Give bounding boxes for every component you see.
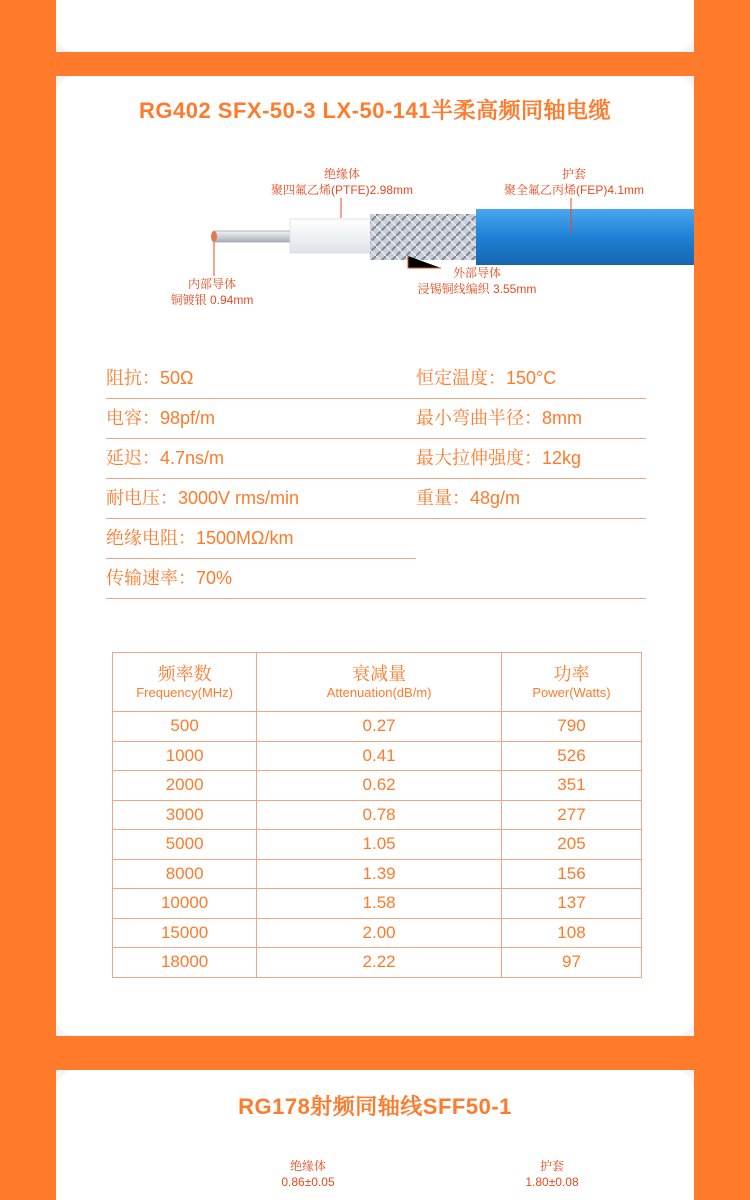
table-header-row [113,653,642,712]
table-row [113,859,642,889]
insulator-label [246,1158,370,1190]
cell-power: 205 [501,830,641,860]
insulator-spec: 0.86±0.05 [281,1175,335,1189]
cell-attenuation: 0.27 [257,712,502,742]
spec-empty [416,518,646,558]
jacket-label [476,166,672,198]
jacket-spec: 聚全氟乙丙烯(FEP)4.1mm [503,183,644,197]
jacket-label [490,1158,614,1190]
cell-attenuation: 0.41 [257,741,502,771]
cell-power: 108 [501,918,641,948]
cell-frequency: 1000 [113,741,257,771]
inner-name: 内部导体 [187,277,236,291]
spec-voltage: 耐电压：3000V rms/min [106,478,416,519]
insulator [290,219,374,253]
insulator-name: 绝缘体 [323,167,360,181]
table-row [113,918,642,948]
cell-attenuation: 1.58 [257,889,502,919]
jacket-name: 护套 [561,167,586,181]
cell-power: 351 [501,771,641,801]
cell-power: 156 [501,859,641,889]
table-row [113,771,642,801]
cell-attenuation: 1.39 [257,859,502,889]
header-frequency: 频率数 Frequency(MHz) [113,653,257,712]
insulator-name: 绝缘体 [289,1159,326,1173]
inner-spec: 铜镀银 0.94mm [170,293,254,307]
outer-conductor-label [392,265,562,297]
spec-weight: 重量：48g/m [416,478,646,519]
spec-capacitance: 电容：98pf/m [106,398,416,439]
outer-spec: 浸锡铜线编织 3.55mm [417,282,537,296]
cell-power: 790 [501,712,641,742]
spec-delay: 延迟：4.7ns/m [106,438,416,479]
table-row [113,830,642,860]
cell-power: 277 [501,800,641,830]
table-row [113,800,642,830]
table-row [113,948,642,978]
attenuation-table [112,652,642,978]
spec-bend-radius: 最小弯曲半径：8mm [416,398,646,439]
table-row [113,889,642,919]
table-row [113,712,642,742]
cell-power: 97 [501,948,641,978]
orange-divider [56,1036,694,1070]
spec-impedance: 阻抗：50Ω [106,358,416,399]
spec-temperature: 恒定温度：150°C [416,358,646,399]
header-attenuation: 衰减量 Attenuation(dB/m) [257,653,502,712]
previous-card [56,0,694,52]
spec-velocity: 传输速率：70% [106,558,646,599]
insulator-label [252,166,432,198]
jacket [476,209,694,265]
table-row [113,741,642,771]
jacket-spec: 1.80±0.08 [525,1175,579,1189]
cell-frequency: 3000 [113,800,257,830]
cell-attenuation: 2.00 [257,918,502,948]
left-orange-border [0,0,56,1200]
outer-braid [370,214,482,260]
cell-frequency: 15000 [113,918,257,948]
orange-divider [56,52,694,76]
inner-conductor-label [152,276,272,308]
cell-power: 526 [501,741,641,771]
product-title: RG178射频同轴线SFF50-1 [238,1094,512,1119]
cell-attenuation: 2.22 [257,948,502,978]
cell-attenuation: 0.62 [257,771,502,801]
cell-frequency: 18000 [113,948,257,978]
insulator-spec: 聚四氟乙烯(PTFE)2.98mm [270,183,413,197]
spec-insulation-resistance: 绝缘电阻：1500MΩ/km [106,518,416,559]
cell-frequency: 2000 [113,771,257,801]
cell-power: 137 [501,889,641,919]
product-title: RG402 SFX-50-3 LX-50-141半柔高频同轴电缆 [138,98,612,123]
jacket-name: 护套 [539,1159,564,1173]
rg402-product-card [56,76,694,1036]
rg178-product-card [56,1070,694,1200]
outer-name: 外部导体 [452,266,501,280]
spec-tensile-strength: 最大拉伸强度：12kg [416,438,646,479]
cell-frequency: 5000 [113,830,257,860]
right-orange-border [694,0,750,1200]
cell-frequency: 10000 [113,889,257,919]
cell-frequency: 8000 [113,859,257,889]
cell-frequency: 500 [113,712,257,742]
cell-attenuation: 1.05 [257,830,502,860]
inner-conductor [212,231,292,242]
header-power: 功率 Power(Watts) [501,653,641,712]
cell-attenuation: 0.78 [257,800,502,830]
